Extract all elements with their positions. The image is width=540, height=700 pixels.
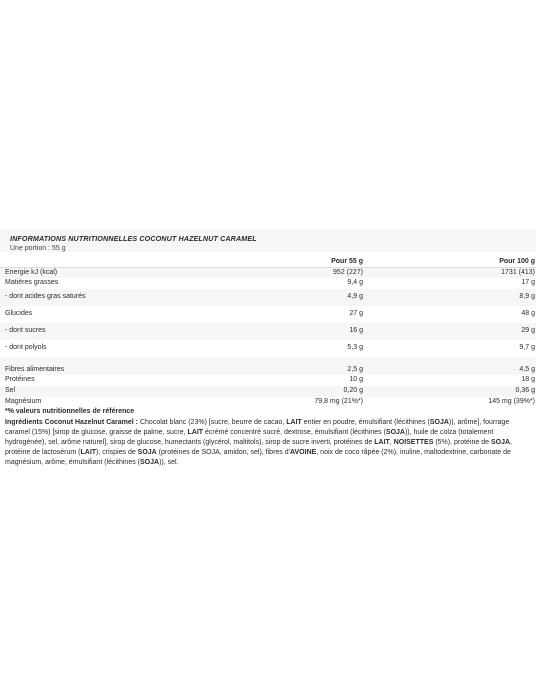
row-value-portion: 79,8 mg (21%*) (314, 398, 363, 406)
ingredients-part: , noix de coco râpée (2%), inuline, maltodextrine, carbonate de magnésium, arôme, émulsifiant (lécithines ( (5, 449, 511, 466)
row-value-100g: 9,7 g (519, 344, 535, 352)
row-value-portion: 16 g (205, 323, 363, 340)
table-row (0, 397, 536, 408)
allergen: NOISETTES (393, 439, 434, 446)
allergen: LAIT (286, 419, 302, 426)
allergen: SOJA (385, 429, 405, 436)
row-label: Energie kJ (kcal) (0, 268, 205, 279)
allergen: SOJA (140, 459, 160, 466)
table-row (0, 340, 536, 357)
row-label: Matières grasses (5, 279, 59, 287)
row-value-100g: 8,9 g (363, 289, 536, 306)
ingredients-part: entier en poudre, émulsifiant (lécithines ( (301, 419, 430, 426)
reference-note: *% valeurs nutritionnelles de référence (5, 408, 135, 415)
row-label: - dont acides gras saturés (0, 289, 205, 306)
row-value-portion: 2,5 g (205, 357, 363, 375)
ingredients-part: (5%), protéine de (433, 439, 491, 446)
ingredients-part: Ingrédients Coconut Hazelnut Caramel : (5, 419, 139, 426)
ingredients-part: écrémé concentré sucré, dextrose, émulsifiant (lécithines ( (203, 429, 386, 436)
table-row (0, 278, 536, 289)
row-value-100g: 145 mg (39%*) (488, 398, 535, 406)
row-label: - dont sucres (0, 323, 205, 340)
column-header-per-100g: Pour 100 g (499, 258, 535, 265)
row-value-portion: 27 g (349, 310, 363, 318)
ingredients-part: , protéine de lactosérum ( (5, 439, 512, 456)
table-row (0, 306, 536, 323)
allergen: SOJA (490, 439, 511, 446)
row-value-portion: 4,9 g (205, 289, 363, 306)
row-label: Protéines (5, 376, 35, 384)
allergen: AVOINE (289, 449, 317, 456)
table-row (0, 357, 536, 375)
row-value-100g: 17 g (521, 279, 535, 287)
table-row (0, 268, 536, 279)
row-label: Fibres alimentaires (0, 357, 205, 375)
allergen: LAIT (80, 449, 97, 456)
ingredients-part: )), arôme], fourrage caramel (15%) [sirop de glucose, graisse de palme, sucre, (5, 419, 510, 436)
allergen: SOJA (137, 449, 157, 456)
ingredients-part: ), crispies de (96, 449, 138, 456)
row-value-100g: 48 g (521, 310, 535, 318)
ingredients-text (5, 418, 535, 468)
ingredients-part: )), huile de colza (totalement hydrogénée), sel, arôme naturel], sirop de glucose, humectants (glycérol, maltitols), sirop de sucre inverti, protéines de (5, 429, 494, 446)
row-value-portion: 952 (227) (205, 268, 363, 279)
table-row (0, 289, 536, 306)
row-value-100g: 0,36 g (363, 386, 536, 397)
table-row (0, 323, 536, 340)
nutrition-panel (0, 229, 536, 418)
nutrition-table (0, 258, 536, 408)
row-value-100g: 1731 (413) (363, 268, 536, 279)
nutrition-header (0, 229, 536, 252)
table-row (0, 375, 536, 386)
row-value-100g: 29 g (363, 323, 536, 340)
row-value-portion: 9,4 g (347, 279, 363, 287)
ingredients-part: (protéines de SOJA, amidon, sel), fibres d' (156, 449, 290, 456)
row-label: Glucides (5, 310, 33, 318)
row-value-portion: 10 g (349, 376, 363, 384)
portion-size: Une portion : 55 g (10, 244, 66, 252)
row-label: - dont polyols (5, 344, 47, 352)
ingredients-part: , (389, 439, 394, 446)
ingredients-part: Chocolat blanc (23%) [sucre, beurre de cacao, (138, 419, 287, 426)
allergen: LAIT (187, 429, 204, 436)
row-label: Magnésium (5, 398, 42, 406)
table-row (0, 386, 536, 397)
column-header-per-portion: Pour 55 g (331, 258, 363, 265)
ingredients-part: )), sel. (159, 459, 179, 466)
row-label: Sel (0, 386, 205, 397)
table-header-row (0, 258, 536, 268)
allergen: LAIT (374, 439, 390, 446)
row-value-portion: 0,20 g (205, 386, 363, 397)
row-value-100g: 4,5 g (363, 357, 536, 375)
nutrition-title: INFORMATIONS NUTRITIONNELLES COCONUT HAZELNUT CARAMEL (10, 234, 257, 243)
allergen: SOJA (429, 419, 449, 426)
row-value-100g: 18 g (521, 376, 535, 384)
row-value-portion: 5,3 g (347, 344, 363, 352)
